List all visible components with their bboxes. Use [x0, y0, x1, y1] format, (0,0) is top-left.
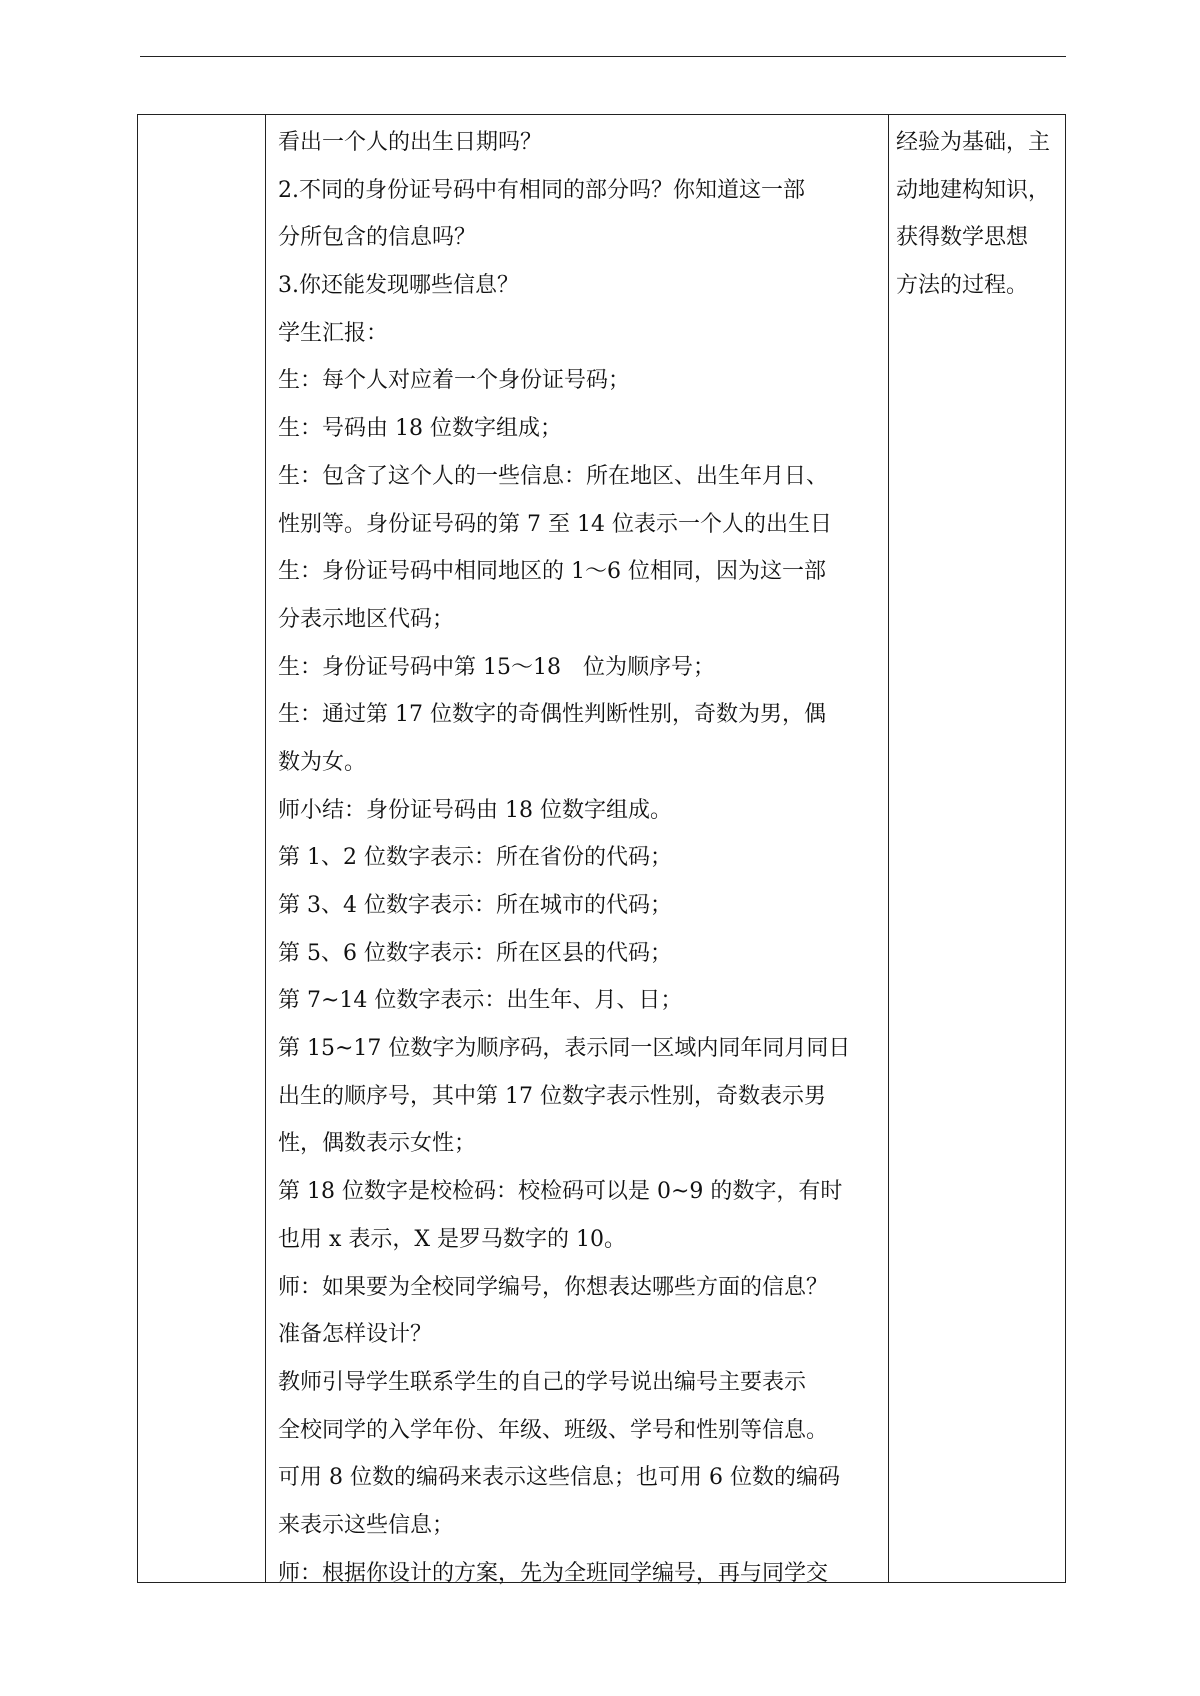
text-line: 来表示这些信息；: [278, 1512, 455, 1538]
lesson-plan-table: [137, 114, 1066, 1586]
text-line: 准备怎样设计？: [278, 1322, 433, 1348]
text-line: 全校同学的入学年份、年级、班级、学号和性别等信息。: [278, 1417, 829, 1443]
text-line: 数为女。: [278, 749, 367, 775]
text-line: 生：身份证号码中相同地区的 1～6 位相同，因为这一部: [278, 559, 826, 585]
text-line: 方法的过程。: [896, 273, 1029, 299]
text-line: 分表示地区代码；: [278, 606, 455, 632]
text-line: 第 1、2 位数字表示：所在省份的代码；: [278, 845, 672, 871]
text-line: 生：通过第 17 位数字的奇偶性判断性别，奇数为男，偶: [278, 702, 826, 728]
text-line: 看出一个人的出生日期吗？: [278, 130, 543, 155]
text-line: 第 15~17 位数字为顺序码，表示同一区域内同年同月同日: [278, 1036, 851, 1062]
text-line: 出生的顺序号，其中第 17 位数字表示性别，奇数表示男: [278, 1083, 826, 1109]
text-line: 3.你还能发现哪些信息？: [278, 273, 519, 299]
text-line: 动地建构知识，: [896, 177, 1051, 203]
text-line: 生：每个人对应着一个身份证号码；: [278, 368, 631, 394]
text-line: 第 3、4 位数字表示：所在城市的代码；: [278, 893, 672, 918]
text-line: 教师引导学生联系学生的自己的学号说出编号主要表示: [278, 1369, 807, 1395]
text-line: 经验为基础，主: [896, 130, 1051, 155]
text-line: 师：如果要为全校同学编号，你想表达哪些方面的信息？: [278, 1274, 829, 1300]
text-line: 也用 x 表示，X 是罗马数字的 10。: [278, 1226, 627, 1252]
text-line: 第 7~14 位数字表示：出生年、月、日；: [278, 988, 683, 1014]
text-line: 师小结：身份证号码由 18 位数字组成。: [278, 797, 672, 823]
design-intent-cell: [896, 115, 1050, 310]
left-column-divider: [265, 115, 266, 1582]
right-column-divider: [888, 115, 889, 1582]
text-line: 第 18 位数字是校检码：校检码可以是 0~9 的数字，有时: [278, 1179, 843, 1205]
text-line: 2.不同的身份证号码中有相同的部分吗？你知道这一部: [278, 177, 805, 203]
header-rule: [140, 56, 1066, 57]
text-line: 学生汇报：: [278, 320, 389, 346]
text-line: 可用 8 位数的编码来表示这些信息；也可用 6 位数的编码: [278, 1465, 840, 1491]
text-line: 性，偶数表示女性；: [278, 1131, 477, 1157]
text-line: 生：身份证号码中第 15～18 位为顺序号；: [278, 654, 715, 680]
text-line: 第 5、6 位数字表示：所在区县的代码；: [278, 940, 672, 966]
text-line: 师：根据你设计的方案，先为全班同学编号，再与同学交: [278, 1560, 829, 1586]
text-line: 分所包含的信息吗？: [278, 225, 477, 251]
text-line: 生：号码由 18 位数字组成；: [278, 416, 562, 442]
text-line: 生：包含了这个人的一些信息：所在地区、出生年月日、: [278, 463, 829, 489]
text-line: 性别等。身份证号码的第 7 至 14 位表示一个人的出生日: [278, 511, 832, 537]
teaching-process-cell: [278, 115, 850, 1597]
text-line: 获得数学思想: [896, 225, 1029, 251]
